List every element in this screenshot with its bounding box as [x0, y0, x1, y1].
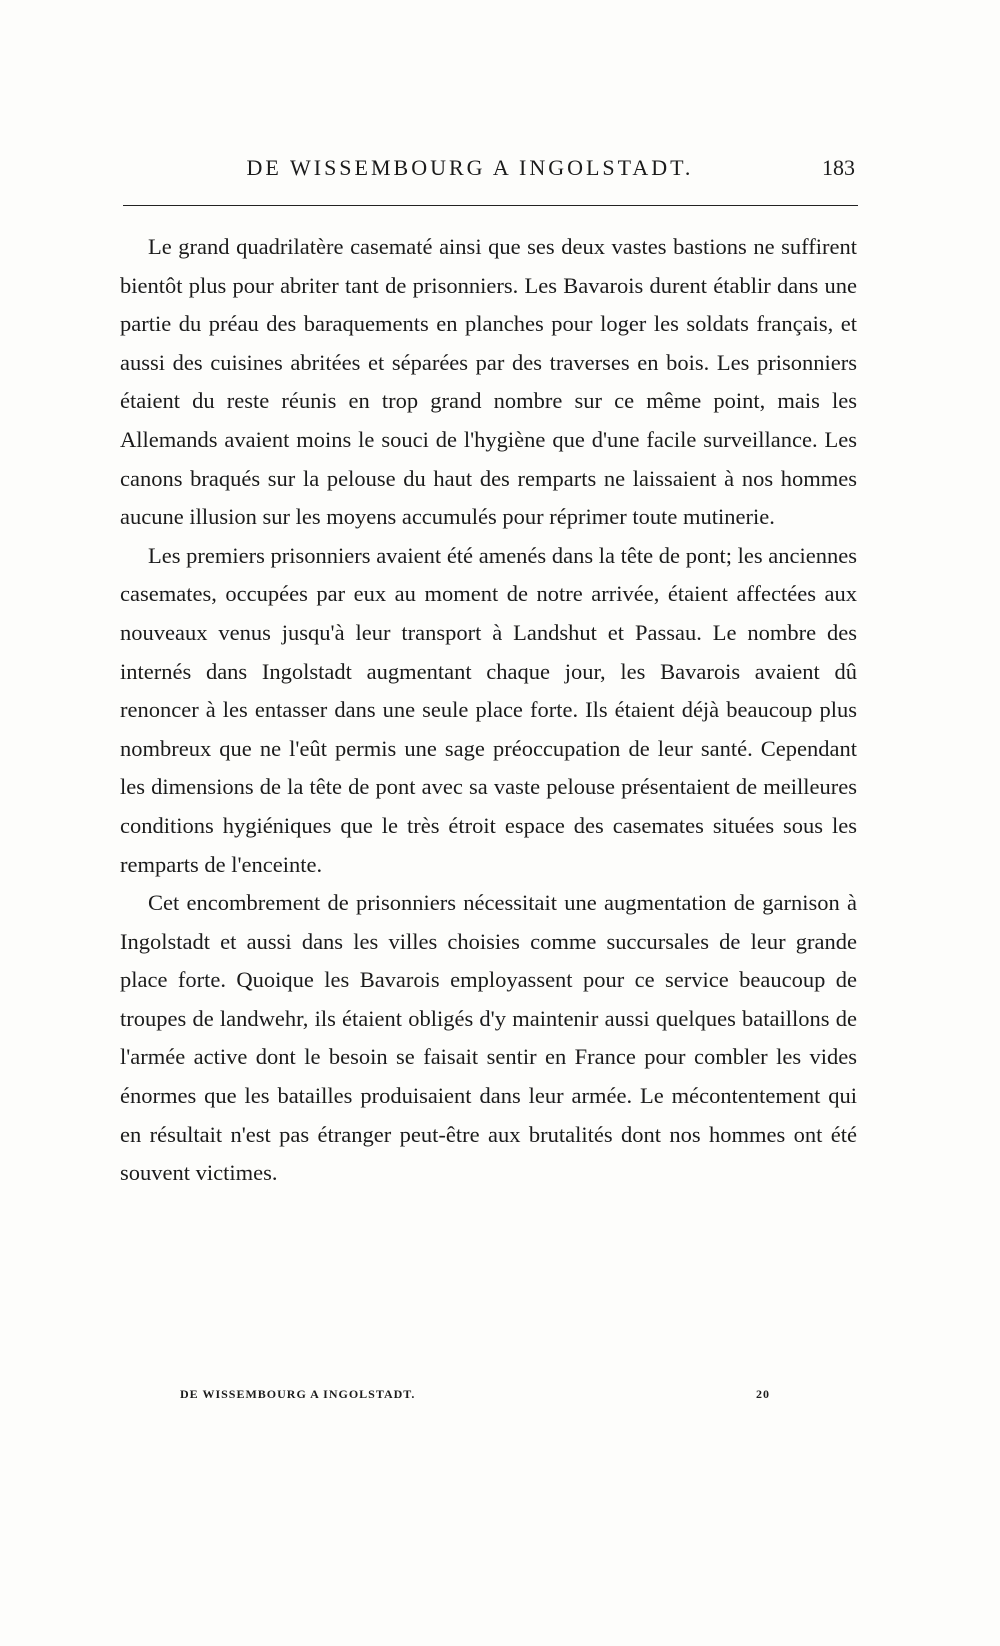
paragraph: Les premiers prisonniers avaient été amenés dans la tête de pont; les anciennes casemates, occupées par eux au moment de notre arrivée, étaient affectées aux nouveaux venus jusqu'à leur transport à Landshut et Passau. Le nombre des internés dans Ingolstadt augmentant chaque jour, les Bavarois avaient dû renoncer à les entasser dans une seule place forte. Ils étaient déjà beaucoup plus nombreux que ne l'eût permis une sage préoccupation de leur santé. Cependant les dimensions de la tête de pont avec sa vaste pelouse présentaient de meilleures conditions hygiéniques que le très étroit espace des casemates situées sous les remparts de l'enceinte.	[120, 542, 857, 877]
running-head	[120, 150, 855, 186]
paragraph: Cet encombrement de prisonniers nécessitait une augmentation de garnison à Ingolstadt et aussi dans les villes choisies comme succursales de leur grande place forte. Quoique les Bavarois employassent pour ce service beaucoup de troupes de landwehr, ils étaient obligés d'y maintenir aussi quelques bataillons de l'armée active dont le besoin se faisait sentir en France pour combler les vides énormes que les batailles produisaient dans leur armée. Le mécontentement qui en résultait n'est pas étranger peut-être aux brutalités dont nos hommes ont été souvent victimes.	[120, 890, 857, 1186]
signature-number: 20	[756, 1387, 770, 1401]
signature-text: DE WISSEMBOURG A INGOLSTADT.	[180, 1387, 416, 1401]
body-text	[120, 228, 857, 1193]
paragraph: Le grand quadrilatère casematé ainsi que ses deux vastes bastions ne suffirent bientôt plus pour abriter tant de prisonniers. Les Bavarois durent établir dans une partie du préau des baraquements en planches pour loger les soldats français, et aussi des cuisines abritées et séparées par des traverses en bois. Les prisonniers étaient du reste réunis en trop grand nombre sur ce même point, mais les Allemands avaient moins le souci de l'hygiène que d'une facile surveillance. Les canons braqués sur la pelouse du haut des remparts ne laissaient à nos hommes aucune illusion sur les moyens accumulés pour réprimer toute mutinerie.	[120, 234, 857, 530]
running-title: DE WISSEMBOURG A INGOLSTADT.	[246, 155, 694, 180]
page-number: 183	[822, 155, 855, 180]
signature-line	[180, 1384, 770, 1404]
header-rule	[123, 205, 858, 206]
